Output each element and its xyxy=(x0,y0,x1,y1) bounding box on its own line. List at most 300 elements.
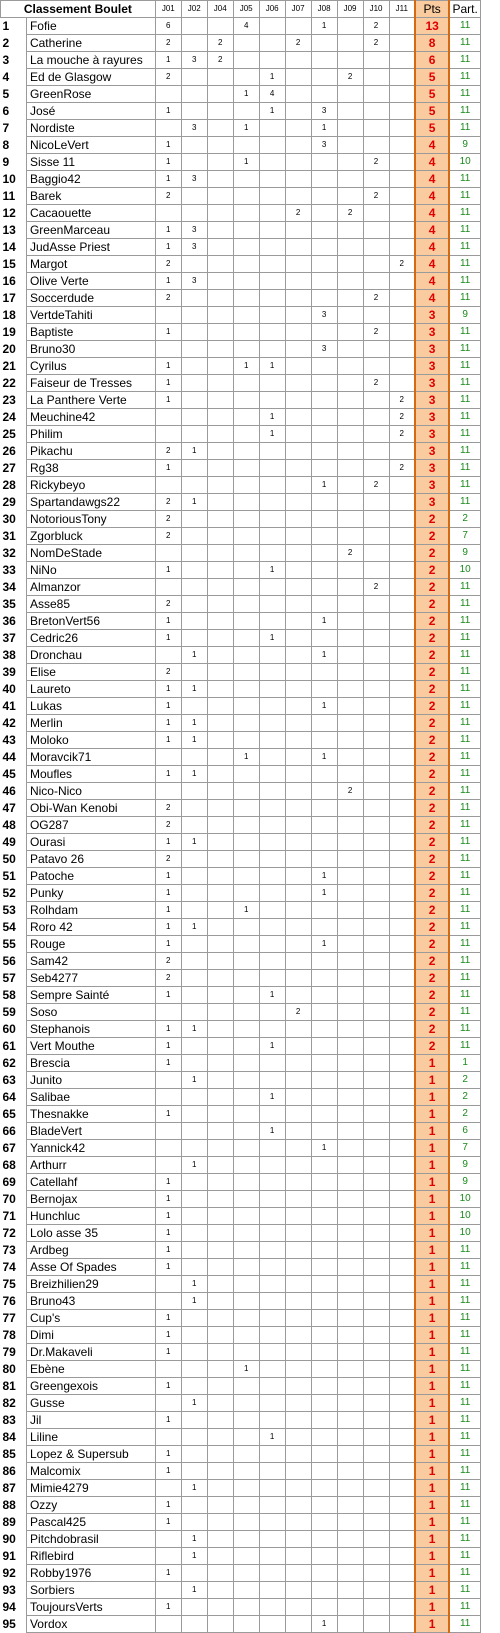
player-name: VertdeTahiti xyxy=(26,307,155,324)
score-cell-j04 xyxy=(207,1004,233,1021)
score-cell-j10 xyxy=(363,1123,389,1140)
table-row xyxy=(1,154,481,171)
player-name: Brescia xyxy=(26,1055,155,1072)
score-cell-j09 xyxy=(337,1378,363,1395)
score-cell-j05 xyxy=(233,1225,259,1242)
points-cell: 1 xyxy=(415,1123,449,1140)
score-cell-j07 xyxy=(285,834,311,851)
table-row xyxy=(1,834,481,851)
score-cell-j04 xyxy=(207,1412,233,1429)
table-row xyxy=(1,103,481,120)
player-name: NiNo xyxy=(26,562,155,579)
score-cell-j02 xyxy=(181,1242,207,1259)
score-cell-j09 xyxy=(337,749,363,766)
score-cell-j06 xyxy=(259,1140,285,1157)
score-cell-j06 xyxy=(259,324,285,341)
score-cell-j07 xyxy=(285,1429,311,1446)
score-cell-j10 xyxy=(363,222,389,239)
score-cell-j06 xyxy=(259,1565,285,1582)
score-cell-j06 xyxy=(259,885,285,902)
score-cell-j07 xyxy=(285,324,311,341)
table-row xyxy=(1,1106,481,1123)
table-row xyxy=(1,1412,481,1429)
score-cell-j06 xyxy=(259,341,285,358)
participation-cell: 11 xyxy=(449,205,480,222)
score-cell-j08 xyxy=(311,817,337,834)
player-name: Moloko xyxy=(26,732,155,749)
score-cell-j11 xyxy=(389,1089,415,1106)
score-cell-j02 xyxy=(181,1344,207,1361)
score-cell-j09 xyxy=(337,1038,363,1055)
score-cell-j10 xyxy=(363,987,389,1004)
score-cell-j04 xyxy=(207,987,233,1004)
score-cell-j01: 2 xyxy=(155,188,181,205)
points-cell: 3 xyxy=(415,392,449,409)
player-name: Baptiste xyxy=(26,324,155,341)
score-cell-j08 xyxy=(311,1038,337,1055)
table-row xyxy=(1,1310,481,1327)
participation-cell: 11 xyxy=(449,290,480,307)
score-cell-j10 xyxy=(363,1514,389,1531)
participation-cell: 11 xyxy=(449,970,480,987)
participation-cell: 11 xyxy=(449,936,480,953)
score-cell-j08 xyxy=(311,681,337,698)
score-cell-j04 xyxy=(207,1446,233,1463)
score-cell-j02 xyxy=(181,970,207,987)
score-cell-j05: 4 xyxy=(233,18,259,35)
rank-cell: 69 xyxy=(2,1175,16,1189)
score-cell-j02: 1 xyxy=(181,494,207,511)
table-row xyxy=(1,1089,481,1106)
score-cell-j11 xyxy=(389,69,415,86)
score-cell-j07 xyxy=(285,1123,311,1140)
score-cell-j08 xyxy=(311,1157,337,1174)
score-cell-j01: 1 xyxy=(155,868,181,885)
score-cell-j06 xyxy=(259,256,285,273)
score-cell-j01: 1 xyxy=(155,1242,181,1259)
points-cell: 1 xyxy=(415,1378,449,1395)
rank-cell: 80 xyxy=(2,1362,16,1376)
score-cell-j07 xyxy=(285,239,311,256)
participation-cell: 11 xyxy=(449,1599,480,1616)
score-cell-j08 xyxy=(311,392,337,409)
points-cell: 4 xyxy=(415,205,449,222)
score-cell-j02: 1 xyxy=(181,647,207,664)
table-row xyxy=(1,273,481,290)
score-cell-j06 xyxy=(259,1225,285,1242)
score-cell-j05 xyxy=(233,1463,259,1480)
score-cell-j11 xyxy=(389,1004,415,1021)
score-cell-j01 xyxy=(155,1480,181,1497)
score-cell-j11 xyxy=(389,1582,415,1599)
table-row xyxy=(1,358,481,375)
table-row xyxy=(1,783,481,800)
score-cell-j10 xyxy=(363,494,389,511)
score-cell-j02 xyxy=(181,1429,207,1446)
score-cell-j06 xyxy=(259,1446,285,1463)
score-cell-j02 xyxy=(181,477,207,494)
rank-cell: 92 xyxy=(2,1566,16,1580)
score-cell-j07 xyxy=(285,1038,311,1055)
score-cell-j04 xyxy=(207,613,233,630)
score-cell-j05 xyxy=(233,885,259,902)
score-cell-j02 xyxy=(181,341,207,358)
score-cell-j11 xyxy=(389,919,415,936)
score-cell-j08 xyxy=(311,358,337,375)
score-cell-j08 xyxy=(311,1021,337,1038)
score-cell-j08 xyxy=(311,239,337,256)
player-name: Greengexois xyxy=(26,1378,155,1395)
rank-cell: 36 xyxy=(2,614,16,628)
table-row xyxy=(1,1344,481,1361)
score-cell-j07 xyxy=(285,1140,311,1157)
score-cell-j09 xyxy=(337,120,363,137)
score-cell-j07 xyxy=(285,749,311,766)
score-cell-j07 xyxy=(285,1293,311,1310)
rank-cell: 27 xyxy=(2,461,16,475)
points-cell: 2 xyxy=(415,749,449,766)
rank-cell: 63 xyxy=(2,1073,16,1087)
participation-cell: 11 xyxy=(449,324,480,341)
score-cell-j07 xyxy=(285,1208,311,1225)
score-cell-j08 xyxy=(311,494,337,511)
rank-cell: 90 xyxy=(2,1532,16,1546)
score-cell-j10 xyxy=(363,1310,389,1327)
score-cell-j06 xyxy=(259,1106,285,1123)
score-cell-j09 xyxy=(337,1072,363,1089)
score-cell-j11 xyxy=(389,970,415,987)
score-cell-j06 xyxy=(259,1191,285,1208)
score-cell-j10 xyxy=(363,817,389,834)
score-cell-j07 xyxy=(285,358,311,375)
score-cell-j08: 1 xyxy=(311,18,337,35)
score-cell-j11 xyxy=(389,749,415,766)
score-cell-j08 xyxy=(311,205,337,222)
score-cell-j01: 1 xyxy=(155,613,181,630)
score-cell-j01: 2 xyxy=(155,817,181,834)
score-cell-j07 xyxy=(285,511,311,528)
rank-cell: 18 xyxy=(2,308,16,322)
player-name: Sisse 11 xyxy=(26,154,155,171)
score-cell-j05 xyxy=(233,630,259,647)
score-cell-j08 xyxy=(311,52,337,69)
score-cell-j04 xyxy=(207,1395,233,1412)
player-name: Philim xyxy=(26,426,155,443)
participation-cell: 11 xyxy=(449,664,480,681)
score-cell-j08 xyxy=(311,630,337,647)
table-row xyxy=(1,307,481,324)
score-cell-j02 xyxy=(181,1446,207,1463)
score-cell-j11 xyxy=(389,205,415,222)
score-cell-j07 xyxy=(285,545,311,562)
rank-cell: 10 xyxy=(2,172,16,186)
score-cell-j08: 1 xyxy=(311,613,337,630)
score-cell-j04 xyxy=(207,766,233,783)
points-cell: 4 xyxy=(415,137,449,154)
participation-cell: 11 xyxy=(449,902,480,919)
score-cell-j06 xyxy=(259,1242,285,1259)
score-cell-j05 xyxy=(233,1514,259,1531)
score-cell-j07 xyxy=(285,1565,311,1582)
score-cell-j10 xyxy=(363,1378,389,1395)
score-cell-j07 xyxy=(285,1327,311,1344)
score-cell-j09 xyxy=(337,1344,363,1361)
score-cell-j11 xyxy=(389,239,415,256)
score-cell-j01 xyxy=(155,307,181,324)
score-cell-j04 xyxy=(207,1599,233,1616)
score-cell-j02 xyxy=(181,1259,207,1276)
score-cell-j06 xyxy=(259,222,285,239)
score-cell-j04 xyxy=(207,324,233,341)
score-cell-j01 xyxy=(155,120,181,137)
score-cell-j09 xyxy=(337,290,363,307)
score-cell-j01 xyxy=(155,783,181,800)
score-cell-j11 xyxy=(389,1276,415,1293)
table-row xyxy=(1,868,481,885)
participation-cell: 11 xyxy=(449,1293,480,1310)
player-name: Ed de Glasgow xyxy=(26,69,155,86)
points-cell: 1 xyxy=(415,1395,449,1412)
column-header-j09: J09 xyxy=(337,1,363,18)
player-name: GreenMarceau xyxy=(26,222,155,239)
score-cell-j02: 1 xyxy=(181,681,207,698)
column-header-j06: J06 xyxy=(259,1,285,18)
player-name: Patoche xyxy=(26,868,155,885)
score-cell-j06: 1 xyxy=(259,69,285,86)
score-cell-j04 xyxy=(207,1038,233,1055)
score-cell-j09 xyxy=(337,52,363,69)
score-cell-j05 xyxy=(233,987,259,1004)
rank-cell: 24 xyxy=(2,410,16,424)
table-row xyxy=(1,137,481,154)
player-name: Cyrilus xyxy=(26,358,155,375)
score-cell-j06 xyxy=(259,715,285,732)
score-cell-j01: 1 xyxy=(155,1378,181,1395)
player-name: Sempre Sainté xyxy=(26,987,155,1004)
table-row xyxy=(1,851,481,868)
score-cell-j09 xyxy=(337,1480,363,1497)
score-cell-j07 xyxy=(285,1395,311,1412)
participation-cell: 10 xyxy=(449,1225,480,1242)
points-cell: 1 xyxy=(415,1293,449,1310)
score-cell-j04 xyxy=(207,579,233,596)
player-name: BladeVert xyxy=(26,1123,155,1140)
table-row xyxy=(1,1378,481,1395)
score-cell-j11 xyxy=(389,494,415,511)
player-name: Bruno30 xyxy=(26,341,155,358)
score-cell-j08 xyxy=(311,970,337,987)
score-cell-j08 xyxy=(311,1004,337,1021)
rank-cell: 89 xyxy=(2,1515,16,1529)
rank-cell: 82 xyxy=(2,1396,16,1410)
rank-cell: 84 xyxy=(2,1430,16,1444)
score-cell-j02 xyxy=(181,800,207,817)
score-cell-j06 xyxy=(259,307,285,324)
points-cell: 1 xyxy=(415,1514,449,1531)
score-cell-j07 xyxy=(285,18,311,35)
table-row xyxy=(1,239,481,256)
score-cell-j07 xyxy=(285,528,311,545)
score-cell-j06 xyxy=(259,154,285,171)
score-cell-j07 xyxy=(285,222,311,239)
score-cell-j06 xyxy=(259,460,285,477)
table-row xyxy=(1,1072,481,1089)
score-cell-j11 xyxy=(389,324,415,341)
score-cell-j08 xyxy=(311,324,337,341)
score-cell-j11 xyxy=(389,171,415,188)
points-cell: 2 xyxy=(415,647,449,664)
score-cell-j04 xyxy=(207,1208,233,1225)
score-cell-j07 xyxy=(285,154,311,171)
score-cell-j05 xyxy=(233,1599,259,1616)
score-cell-j06 xyxy=(259,1531,285,1548)
participation-cell: 11 xyxy=(449,885,480,902)
score-cell-j04 xyxy=(207,375,233,392)
score-cell-j08: 1 xyxy=(311,1616,337,1633)
score-cell-j02 xyxy=(181,1616,207,1633)
score-cell-j05 xyxy=(233,1191,259,1208)
score-cell-j01 xyxy=(155,579,181,596)
score-cell-j07 xyxy=(285,732,311,749)
score-cell-j01: 1 xyxy=(155,137,181,154)
score-cell-j06: 1 xyxy=(259,1089,285,1106)
participation-cell: 9 xyxy=(449,545,480,562)
rank-cell: 14 xyxy=(2,240,16,254)
points-cell: 2 xyxy=(415,715,449,732)
score-cell-j07 xyxy=(285,1497,311,1514)
rank-cell: 45 xyxy=(2,767,16,781)
score-cell-j11 xyxy=(389,358,415,375)
participation-cell: 11 xyxy=(449,1395,480,1412)
table-row xyxy=(1,1157,481,1174)
player-name: Thesnakke xyxy=(26,1106,155,1123)
score-cell-j06 xyxy=(259,1412,285,1429)
score-cell-j07: 2 xyxy=(285,35,311,52)
column-header-j07: J07 xyxy=(285,1,311,18)
score-cell-j09 xyxy=(337,970,363,987)
score-cell-j07 xyxy=(285,1616,311,1633)
score-cell-j08 xyxy=(311,154,337,171)
rank-cell: 44 xyxy=(2,750,16,764)
score-cell-j01 xyxy=(155,647,181,664)
score-cell-j07 xyxy=(285,664,311,681)
score-cell-j08 xyxy=(311,1293,337,1310)
score-cell-j05 xyxy=(233,970,259,987)
table-row xyxy=(1,766,481,783)
player-name: Hunchluc xyxy=(26,1208,155,1225)
points-cell: 2 xyxy=(415,987,449,1004)
score-cell-j02 xyxy=(181,69,207,86)
table-row xyxy=(1,256,481,273)
score-cell-j08 xyxy=(311,528,337,545)
score-cell-j07 xyxy=(285,1344,311,1361)
score-cell-j10 xyxy=(363,868,389,885)
player-name: Rg38 xyxy=(26,460,155,477)
score-cell-j04 xyxy=(207,545,233,562)
score-cell-j06 xyxy=(259,783,285,800)
score-cell-j10: 2 xyxy=(363,35,389,52)
score-cell-j08: 1 xyxy=(311,698,337,715)
score-cell-j09 xyxy=(337,681,363,698)
score-cell-j10 xyxy=(363,1344,389,1361)
participation-cell: 11 xyxy=(449,443,480,460)
score-cell-j06 xyxy=(259,1208,285,1225)
score-cell-j04 xyxy=(207,664,233,681)
score-cell-j04 xyxy=(207,1106,233,1123)
participation-cell: 10 xyxy=(449,562,480,579)
rank-cell: 85 xyxy=(2,1447,16,1461)
score-cell-j05: 1 xyxy=(233,86,259,103)
player-name: Robby1976 xyxy=(26,1565,155,1582)
table-row xyxy=(1,613,481,630)
player-name: Merlin xyxy=(26,715,155,732)
score-cell-j04 xyxy=(207,851,233,868)
score-cell-j08 xyxy=(311,579,337,596)
score-cell-j07 xyxy=(285,307,311,324)
score-cell-j09 xyxy=(337,766,363,783)
score-cell-j01: 1 xyxy=(155,698,181,715)
points-cell: 1 xyxy=(415,1497,449,1514)
score-cell-j06 xyxy=(259,52,285,69)
score-cell-j01 xyxy=(155,1582,181,1599)
score-cell-j06 xyxy=(259,443,285,460)
score-cell-j07 xyxy=(285,1191,311,1208)
rank-cell: 66 xyxy=(2,1124,16,1138)
score-cell-j02 xyxy=(181,902,207,919)
score-cell-j02: 3 xyxy=(181,222,207,239)
score-cell-j11 xyxy=(389,137,415,154)
score-cell-j04 xyxy=(207,392,233,409)
rank-cell: 54 xyxy=(2,920,16,934)
score-cell-j05 xyxy=(233,766,259,783)
rank-cell: 2 xyxy=(2,36,10,50)
table-row xyxy=(1,1208,481,1225)
score-cell-j10 xyxy=(363,273,389,290)
score-cell-j09 xyxy=(337,1429,363,1446)
score-cell-j02 xyxy=(181,664,207,681)
score-cell-j02: 1 xyxy=(181,1293,207,1310)
score-cell-j11 xyxy=(389,1480,415,1497)
score-cell-j08 xyxy=(311,426,337,443)
player-name: Salibae xyxy=(26,1089,155,1106)
score-cell-j06 xyxy=(259,664,285,681)
score-cell-j01 xyxy=(155,1123,181,1140)
participation-cell: 11 xyxy=(449,1344,480,1361)
score-cell-j02: 1 xyxy=(181,1582,207,1599)
table-row xyxy=(1,919,481,936)
score-cell-j01: 1 xyxy=(155,222,181,239)
table-row xyxy=(1,494,481,511)
score-cell-j04 xyxy=(207,1463,233,1480)
score-cell-j07 xyxy=(285,715,311,732)
points-cell: 3 xyxy=(415,409,449,426)
participation-cell: 11 xyxy=(449,222,480,239)
points-cell: 2 xyxy=(415,800,449,817)
participation-cell: 11 xyxy=(449,1497,480,1514)
score-cell-j01: 1 xyxy=(155,1174,181,1191)
rank-cell: 93 xyxy=(2,1583,16,1597)
score-cell-j08 xyxy=(311,1565,337,1582)
score-cell-j05: 1 xyxy=(233,749,259,766)
score-cell-j07 xyxy=(285,171,311,188)
score-cell-j07 xyxy=(285,1582,311,1599)
score-cell-j09 xyxy=(337,528,363,545)
rank-cell: 30 xyxy=(2,512,16,526)
participation-cell: 2 xyxy=(449,1106,480,1123)
score-cell-j11 xyxy=(389,290,415,307)
player-name: Riflebird xyxy=(26,1548,155,1565)
score-cell-j10 xyxy=(363,1276,389,1293)
